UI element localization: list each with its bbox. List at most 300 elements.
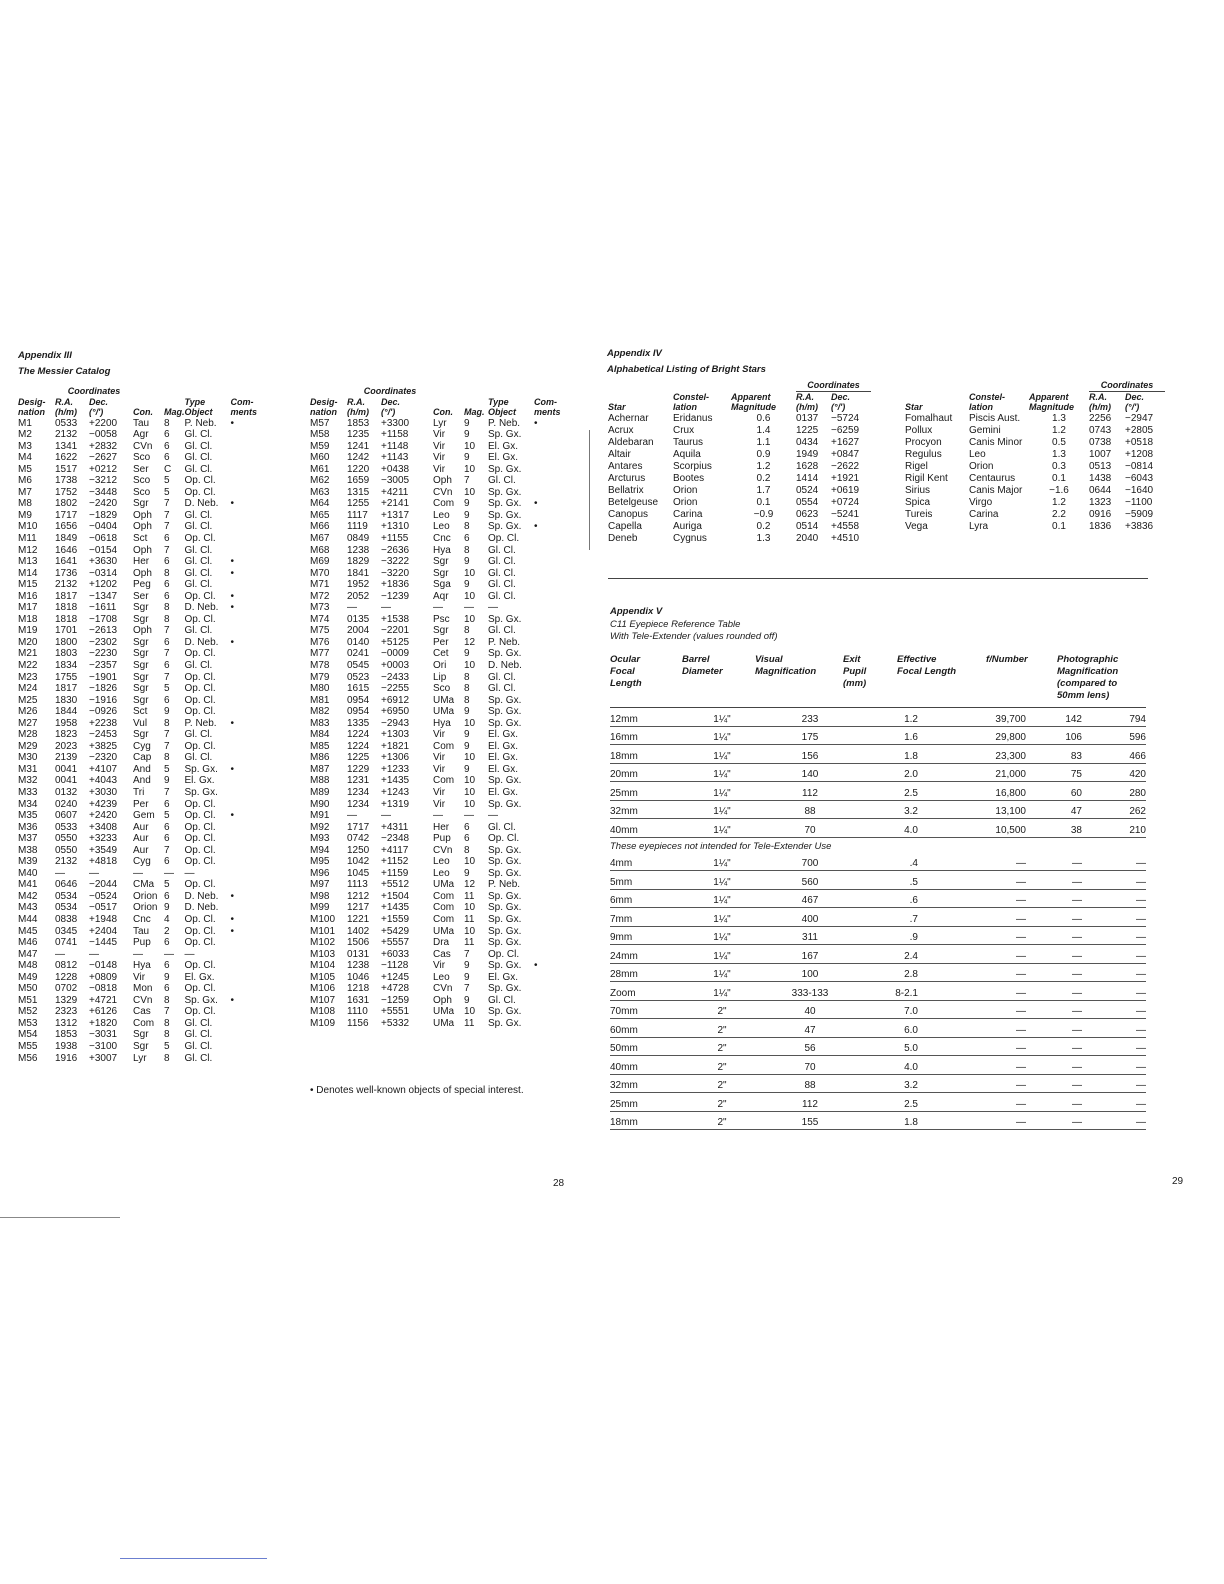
cell: 8 [164,752,170,764]
cell: −0009 [381,648,410,660]
cell: Capella [608,520,642,532]
col-header-mag: Mag. [464,407,485,417]
cell: 1834 [55,659,78,671]
cell: 1622 [55,452,78,464]
table-row [905,509,1165,521]
cell: 7 [464,948,470,960]
cell: 0812 [55,960,78,972]
table-row [610,945,1146,964]
cell: Gl. Cl. [488,671,516,683]
cell: — [1034,871,1096,890]
coordinates-label: Coordinates [1089,380,1165,391]
cell: 1916 [55,1052,78,1064]
cell: Sgr [433,556,449,568]
table-row [610,1111,1146,1130]
cell: — [1096,982,1146,1001]
cell: 1224 [347,740,370,752]
cell: 9 [464,867,470,879]
cell: 8 [464,521,470,533]
cell: 0.1 [756,496,771,508]
table-row [18,521,257,533]
cell: 1156 [347,1017,369,1029]
cell: 1717 [347,821,370,833]
cell: +3300 [381,417,410,429]
cell: 20mm [610,763,684,782]
cell: 1234 [347,787,370,798]
cell: M25 [18,694,38,706]
footnote: • Denotes well-known objects of special interest. [310,1085,524,1096]
cell: 8 [164,417,170,429]
cell [534,464,564,476]
table-row [610,726,1146,745]
cell: +1504 [381,890,410,902]
table-row [18,960,257,972]
cell: Gl. Cl. [488,544,516,556]
cell: UMa [433,925,455,937]
cell: 6 [164,798,170,810]
table-row [18,475,257,487]
cell [534,545,564,557]
cell: 25mm [610,1093,684,1112]
cell: — [347,810,357,822]
cell: +6912 [381,694,410,706]
table-row [310,718,564,730]
cell: Sp. Gx. [488,521,522,533]
cell: +3030 [89,787,118,798]
cell: 10 [464,798,476,810]
cell: Com [133,1017,155,1029]
cell: — [89,867,99,879]
cell: — [940,1037,1034,1056]
cell [534,706,564,718]
cell: −0058 [89,429,118,441]
cell: Acrux [608,424,634,436]
cell: Op. Cl. [184,648,216,660]
cell: 1329 [55,994,78,1006]
cell: Op. Cl. [184,937,216,949]
cell: Sp. Gx. [488,648,522,660]
cell: 280 [1096,782,1146,801]
cell: +4211 [381,486,409,498]
cell: — [1034,908,1096,927]
cell: +2832 [89,440,118,452]
col-header-ra: R.A. (h/m) [347,396,369,417]
table-row [610,1093,1146,1112]
cell: Com [433,890,455,902]
cell [231,729,258,741]
cell: 2040 [796,532,819,544]
cell: • [534,417,538,429]
table-row [18,602,257,614]
cell: 1659 [347,475,370,487]
cell [534,741,564,753]
cell: 1752 [55,486,78,498]
cell: 1853 [55,1029,78,1041]
cell: Op. Cl. [184,532,216,544]
cell: 1231 [347,775,370,787]
cell: +1245 [381,971,410,983]
cell: Op. Cl. [184,914,216,926]
cell: M11 [18,532,37,544]
table-row [18,556,257,568]
table-row [310,672,564,684]
cell: 1¼" [684,726,760,745]
cell: M91 [310,810,330,822]
cell: 1800 [55,636,78,648]
cell: 10 [464,717,476,729]
cell: −2622 [831,460,860,472]
eyepiece-subtitle-2: With Tele-Extender (values rounded off) [610,631,778,642]
col-header-comments: Com- ments [230,396,258,417]
cell: 1818 [55,613,78,625]
table-row [905,473,1165,485]
cell: Piscis Aust. [969,412,1021,424]
table-row [610,1019,1146,1038]
cell: M82 [310,706,330,718]
cell [534,902,564,914]
cell: 1517 [55,463,78,475]
cell: Sp. Gx. [488,717,522,729]
cell: 420 [1096,763,1146,782]
cell: 1221 [347,914,370,926]
table-row [18,787,257,799]
cell: −0404 [89,521,118,533]
cell: • [230,498,235,510]
cell: 1119 [347,521,368,533]
cell: 4mm [610,853,684,871]
cell: Sgr [133,1041,149,1053]
cell: 1817 [55,590,78,602]
table-row [310,729,564,741]
cell: 10,500 [940,819,1034,838]
cell: M8 [18,498,32,510]
cell: 1952 [347,579,370,591]
cell: 8 [464,683,470,695]
table-row [310,683,564,695]
cell: Gl. Cl. [184,659,213,671]
cell: 5 [164,763,170,775]
cell: Leo [433,867,450,879]
cell: M45 [18,925,38,937]
cell: Sgr [133,648,149,660]
cell: Aur [133,833,149,845]
cell: Vir [433,729,446,741]
cell [534,926,564,938]
cell [231,741,258,753]
cell: −0154 [89,544,118,556]
cell: +1559 [381,914,410,926]
cell: 1.2 [1052,424,1066,436]
cell: 1323 [1089,496,1112,508]
cell: 10 [464,613,476,625]
cell: Gl. Cl. [184,452,213,464]
cell: M73 [310,602,330,614]
col-header-star: Star [608,402,626,412]
cell [534,568,564,580]
cell [534,579,564,591]
cell: +1435 [381,775,410,787]
cell: M52 [18,1006,38,1018]
appendix-v-title: Appendix V [610,606,663,617]
col-header-type: Type Object [488,396,517,417]
cell: Pollux [905,424,933,436]
cell: +1627 [831,436,860,448]
cell: 0916 [1089,508,1112,520]
cell: +0003 [381,659,410,671]
cell: −2947 [1125,412,1154,424]
cell: 7 [464,475,470,487]
cell: 8 [464,625,470,637]
cell: Cnc [133,914,151,926]
cell: 9 [464,556,470,568]
cell: 10 [464,590,476,602]
cell: P. Neb. [184,717,217,729]
cell [231,787,258,799]
cell: 23,300 [940,745,1034,764]
cell: M48 [18,960,38,972]
cell: 8 [464,544,470,556]
cell: Vir [433,463,446,475]
col-header-dec: Dec. (°/') [831,391,851,412]
table-row [310,695,564,707]
cell: 1656 [55,521,78,533]
cell: El. Gx. [488,787,519,798]
cell: 466 [1096,745,1146,764]
cell: 1238 [347,544,370,556]
cell: +1317 [381,509,410,521]
cell: Gl. Cl. [184,1017,213,1029]
cell [231,879,258,891]
cell: 0137 [796,412,819,424]
cell: Hya [433,717,451,729]
cell [534,775,564,787]
cell: −2201 [381,625,410,637]
cell: Cas [433,948,451,960]
cell: Achernar [608,412,649,424]
cell: M77 [310,648,330,660]
cell [534,787,564,799]
cell: Sgr [133,613,149,625]
table-row [310,1006,564,1018]
cell: — [133,867,143,879]
coordinates-label: Coordinates [796,380,871,391]
cell: M66 [310,521,330,533]
cell: • [230,590,235,602]
cell: +4107 [89,763,118,775]
table-row [18,464,257,476]
cell: .6 [860,889,940,908]
cell: M7 [18,486,32,498]
cell: Sp. Gx. [488,844,522,856]
cell: Sp. Gx. [488,960,522,972]
cell: 0241 [347,648,370,660]
cell: 9 [464,763,470,775]
cell: 11 [464,914,475,926]
page-number-left: 28 [553,1178,565,1189]
table-row [18,1006,257,1018]
cell: 8 [164,1052,170,1064]
cell: +1306 [381,752,410,764]
cell: Leo [433,509,450,521]
scan-mark-line [120,1558,267,1559]
cell: D. Neb. [184,636,219,648]
cell: −3031 [89,1029,118,1041]
cell: +2805 [1125,424,1154,436]
cell: M15 [18,579,38,591]
cell: — [488,602,498,614]
cell [534,868,564,880]
cell [231,822,258,834]
cell: Sp. Gx. [488,1006,522,1018]
cell: Com [433,914,455,926]
cell: 0534 [55,890,78,902]
table-row [18,856,257,868]
table-row [608,521,871,533]
cell: M93 [310,833,330,845]
cell: −1445 [89,937,118,949]
bright-stars-subtitle: Alphabetical Listing of Bright Stars [607,364,766,375]
cell: 2256 [1089,412,1112,424]
cell: — [940,1000,1034,1019]
table-row [905,485,1165,497]
cell: M51 [18,994,38,1006]
cell: UMa [433,879,455,891]
cell: — [1034,1019,1096,1038]
cell: Per [433,636,449,648]
cell: Sp. Gx. [488,856,522,868]
cell [534,891,564,903]
cell: Orion [133,902,158,914]
cell: +0847 [831,448,860,460]
cell: Orion [673,496,698,508]
table-row [310,787,564,799]
cell: M68 [310,544,330,556]
cell: — [940,945,1034,964]
cell: — [1096,1074,1146,1093]
cell: M56 [18,1052,38,1064]
cell: — [1096,926,1146,945]
cell: 311 [760,926,860,945]
cell: Pup [133,937,151,949]
cell: 70mm [610,1000,684,1019]
eyepiece-table [610,708,1146,1130]
cell: 2" [684,1111,760,1130]
table-row [18,902,257,914]
cell: Canis Major [969,484,1023,496]
cell: 1110 [347,1006,368,1018]
cell: M35 [18,810,38,822]
cell: Sgr [133,683,149,695]
cell: 1238 [347,960,370,972]
cell: 9 [164,902,170,914]
cell: Sp. Gx. [488,1017,522,1029]
cell: 10 [464,787,476,798]
cell: — [1034,982,1096,1001]
cell: +0809 [89,971,118,983]
cell: +1202 [89,579,118,591]
cell: 83 [1034,745,1096,764]
cell: M104 [310,960,336,972]
cell: 0514 [796,520,819,532]
cell: — [1034,1111,1096,1130]
cell: −1640 [1125,484,1154,496]
cell: 9 [464,498,470,510]
cell: Bootes [673,472,705,484]
cell: −1901 [89,671,118,683]
table-row [18,510,257,522]
eh-exit: Exit Pupil (mm) [843,654,867,689]
table-row [310,972,564,984]
table-row [18,926,257,938]
cell: 2023 [55,740,78,752]
cell: 262 [1096,800,1146,819]
cell: Sgr [133,671,149,683]
cell: Com [433,902,455,914]
cell: — [940,926,1034,945]
cell: −6259 [831,424,860,436]
table-row [310,556,564,568]
table-row [310,845,564,857]
cell: +1310 [381,521,410,533]
cell: 7 [164,1006,170,1018]
cell: +2404 [89,925,118,937]
cell: 1250 [347,844,370,856]
cell: 9 [464,971,470,983]
cell: • [230,994,235,1006]
cell: — [433,602,443,614]
cell: — [940,1111,1034,1130]
table-row [905,461,1165,473]
cell: 6 [164,937,170,949]
cell: 1736 [55,567,78,579]
cell: +3007 [89,1052,118,1064]
cell: 0.2 [756,520,771,532]
cell [534,429,564,441]
table-row [18,764,257,776]
cell: Rigel [905,460,928,472]
cell: 39,700 [940,708,1034,726]
cell: 9 [464,579,470,591]
cell: M64 [310,498,330,510]
cell: — [940,889,1034,908]
cell: — [184,948,195,960]
cell: — [1096,1037,1146,1056]
cell: M2 [18,429,32,441]
cell: −3005 [381,475,410,487]
cell [231,1041,258,1053]
cell: Regulus [905,448,942,460]
cell: El. Gx. [488,452,519,464]
cell: 16mm [610,726,684,745]
table-row [610,763,1146,782]
cell: 10 [464,775,476,787]
eh-photo: Photographic Magnification (compared to 50mm lens) [1057,654,1119,701]
table-row [18,879,257,891]
cell: • [230,890,235,902]
cell [534,718,564,730]
cell: 1817 [55,683,78,695]
cell: 0513 [1089,460,1112,472]
cell: 6 [164,590,170,602]
cell [534,752,564,764]
cell: M72 [310,590,330,602]
cell: M107 [310,994,336,1006]
cell: 2052 [347,590,370,602]
cell: P. Neb. [488,636,521,648]
cell: — [55,867,65,879]
cell: — [1096,963,1146,982]
table-row [310,637,564,649]
